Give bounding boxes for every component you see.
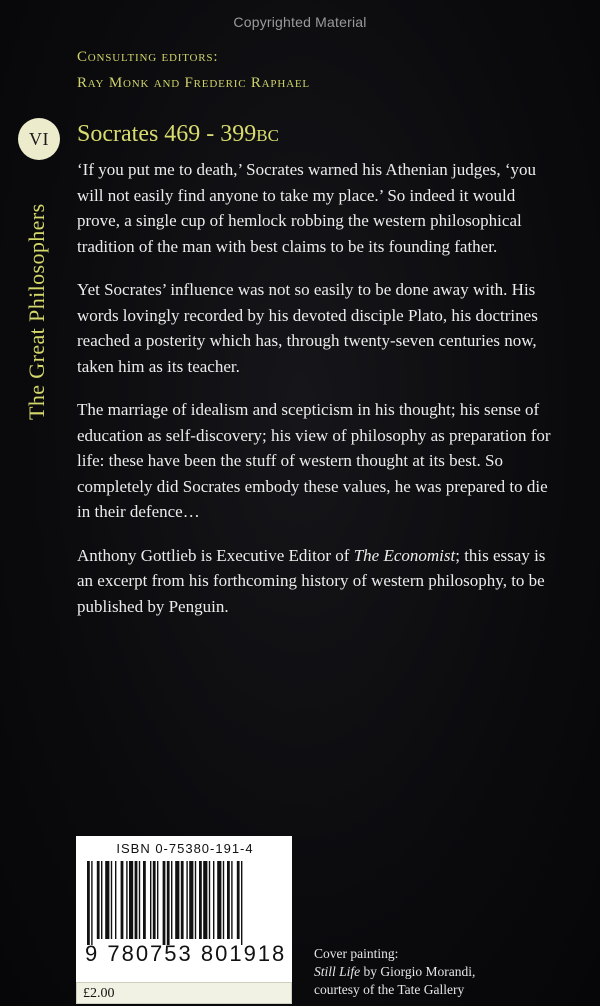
cover-credit bbox=[314, 945, 475, 999]
price-label: £2.00 bbox=[76, 982, 292, 1004]
blurb-paragraph: The marriage of idealism and scepticism in his thought; his sense of education as self-discovery; his view of philosophy as preparation for life: these have been the stuff of western thought at its best. So completely did Socrates embody these values, he was prepared to die in their defence… bbox=[77, 400, 551, 521]
volume-badge: VI bbox=[18, 118, 60, 160]
credit-line-2 bbox=[314, 963, 475, 981]
barcode-icon bbox=[87, 861, 283, 945]
credit-line-3: courtesy of the Tate Gallery bbox=[314, 982, 465, 997]
isbn-label: ISBN 0-75380-191-4 bbox=[116, 841, 254, 856]
credit-painting: Still Life bbox=[314, 964, 361, 979]
copyright-watermark: Copyrighted Material bbox=[233, 14, 367, 30]
blurb bbox=[77, 157, 557, 619]
barcode-box bbox=[76, 836, 292, 1001]
title-main: Socrates 469 - 399 bbox=[77, 121, 257, 147]
author-note-publication: The Economist bbox=[353, 545, 456, 565]
book-title bbox=[77, 121, 279, 148]
credit-artist: by Giorgio Morandi, bbox=[360, 964, 476, 979]
author-note-after: ; this essay is an excerpt from his forthcoming history of western philosophy, to be published by Penguin. bbox=[77, 545, 546, 616]
editors-names: Ray Monk and Frederic Raphael bbox=[77, 75, 310, 91]
consulting-editors bbox=[77, 44, 310, 96]
title-era: BC bbox=[256, 126, 279, 145]
editors-heading: Consulting editors: bbox=[77, 49, 219, 65]
series-name: The Great Philosophers bbox=[24, 203, 49, 420]
ean-number: 9 780753 801918 bbox=[85, 941, 287, 966]
blurb-paragraph: Yet Socrates’ influence was not so easily to be done away with. His words lovingly recorded by his devoted disciple Plato, his doctrines reached a posterity which has, through twenty-seven centuries now, taken him as its teacher. bbox=[77, 280, 538, 376]
author-note-before: Anthony Gottlieb is Executive Editor of bbox=[77, 545, 354, 565]
author-note bbox=[77, 543, 557, 620]
credit-line-1: Cover painting: bbox=[314, 946, 399, 961]
blurb-paragraph: ‘If you put me to death,’ Socrates warned his Athenian judges, ‘you will not easily find anyone to take my place.’ So indeed it would prove, a single cup of hemlock robbing the western philosophical tradition of the man with best claims to be its founding father. bbox=[77, 160, 537, 256]
